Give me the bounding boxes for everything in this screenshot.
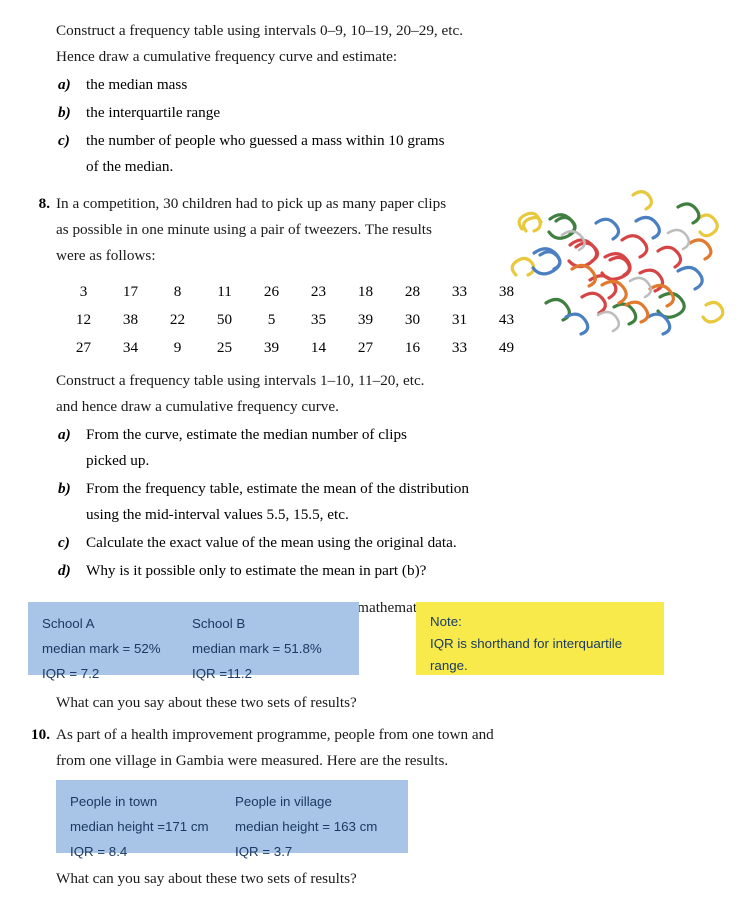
cell-r2c6: 35 — [310, 311, 327, 328]
school-a-title: School A — [42, 616, 95, 631]
q8-subpart-b — [56, 476, 548, 528]
q7-line-1: Construct a frequency table using intervals 0–9, 10–19, 20–29, etc. — [56, 22, 464, 39]
cell-r1c5: 26 — [263, 283, 280, 300]
q9-closing-question: What can you say about these two sets of results? — [56, 694, 357, 711]
cell-r3c6: 14 — [310, 339, 327, 356]
q7-subpart-b-text: the interquartile range — [86, 104, 221, 121]
school-b-iqr: IQR =11.2 — [192, 666, 252, 681]
school-a-iqr: IQR = 7.2 — [42, 666, 100, 681]
q8-line-4: Construct a frequency table using intervals 1–10, 11–20, etc. — [56, 372, 425, 389]
people-results-box — [56, 780, 408, 859]
q8-subpart-a-text: From the curve, estimate the median number of clips — [86, 426, 407, 443]
page-content — [28, 18, 548, 647]
q7-subpart-a-text: the median mass — [86, 76, 188, 93]
cell-r2c1: 12 — [75, 311, 92, 328]
cell-r1c4: 11 — [217, 283, 232, 300]
q7-subpart-a — [56, 72, 548, 98]
people-town-median: median height =171 cm — [70, 819, 209, 834]
cell-r2c4: 50 — [216, 311, 233, 328]
question-8 — [28, 191, 548, 584]
q8-subpart-d-label: d) — [58, 562, 71, 579]
cell-r2c3: 22 — [169, 311, 186, 328]
people-box-row-3 — [70, 839, 394, 864]
q8-data-table — [60, 278, 530, 362]
cell-r2c9: 31 — [451, 311, 468, 328]
q7-subparts — [56, 72, 548, 180]
cell-r1c2: 17 — [122, 283, 139, 300]
cell-r2c10: 43 — [498, 311, 515, 328]
q8-line-3: were as follows: — [56, 247, 156, 264]
school-box-row-3 — [42, 661, 345, 686]
cell-r1c10: 38 — [498, 283, 515, 300]
q10-closing-question: What can you say about these two sets of results? — [56, 870, 357, 887]
q7-subpart-b — [56, 100, 548, 126]
q8-subpart-b-cont: using the mid-interval values 5.5, 15.5, etc. — [86, 506, 349, 523]
q8-subpart-c-text: Calculate the exact value of the mean using the original data. — [86, 534, 457, 551]
people-town-iqr: IQR = 8.4 — [70, 844, 128, 859]
cell-r2c8: 30 — [404, 311, 421, 328]
q8-subpart-c-label: c) — [58, 534, 70, 551]
q8-subpart-a-cont: picked up. — [86, 452, 150, 469]
q10-line-2: from one village in Gambia were measured. Here are the results. — [56, 752, 449, 769]
q8-subpart-d-text: Why is it possible only to estimate the mean in part (b)? — [86, 562, 427, 579]
note-box — [416, 602, 664, 675]
school-box-row-2 — [42, 636, 345, 661]
cell-r2c5: 5 — [267, 311, 276, 328]
cell-r3c10: 49 — [498, 339, 515, 356]
q8-line-5: and hence draw a cumulative frequency curve. — [56, 398, 339, 415]
cell-r2c2: 38 — [122, 311, 139, 328]
q7-subpart-c — [56, 128, 548, 180]
q8-subpart-a-label: a) — [58, 426, 71, 443]
question-7-continued — [56, 18, 548, 180]
cell-r3c9: 33 — [451, 339, 468, 356]
school-a-median: median mark = 52% — [42, 641, 161, 656]
people-village-median: median height = 163 cm — [235, 819, 378, 834]
people-box-row-2 — [70, 814, 394, 839]
q8-subpart-c — [56, 530, 548, 556]
question-8-body — [56, 191, 548, 584]
cell-r1c8: 28 — [404, 283, 421, 300]
cell-r3c4: 25 — [216, 339, 233, 356]
table-row — [60, 306, 530, 334]
cell-r1c9: 33 — [451, 283, 468, 300]
cell-r3c2: 34 — [122, 339, 139, 356]
cell-r1c3: 8 — [173, 283, 182, 300]
cell-r3c3: 9 — [173, 339, 182, 356]
note-box-title: Note: — [430, 614, 462, 629]
q7-subpart-a-label: a) — [58, 76, 71, 93]
q8-subpart-d — [56, 558, 548, 584]
people-village-iqr: IQR = 3.7 — [235, 844, 293, 859]
note-box-line-2: range. — [430, 658, 468, 673]
cell-r1c1: 3 — [79, 283, 88, 300]
q7-subpart-b-label: b) — [58, 104, 71, 121]
cell-r2c7: 39 — [357, 311, 374, 328]
table-row — [60, 278, 530, 306]
people-town-title: People in town — [70, 794, 158, 809]
q7-subpart-c-label: c) — [58, 132, 70, 149]
q8-subpart-a — [56, 422, 548, 474]
people-box-row-1 — [70, 789, 394, 814]
q10-line-1: As part of a health improvement programme, people from one town and — [56, 726, 494, 743]
question-10-number: 10. — [31, 726, 50, 743]
q8-subpart-b-label: b) — [58, 480, 71, 497]
question-10-body — [56, 722, 588, 774]
q7-subpart-c-text: the number of people who guessed a mass within 10 grams — [86, 132, 445, 149]
school-b-title: School B — [192, 616, 246, 631]
q8-line-1: In a competition, 30 children had to pick up as many paper clips — [56, 195, 447, 212]
cell-r3c5: 39 — [263, 339, 280, 356]
q9-line-1: mathematics — [357, 599, 434, 616]
cell-r1c6: 23 — [310, 283, 327, 300]
q7-line-2: Hence draw a cumulative frequency curve and estimate: — [56, 48, 398, 65]
cell-r1c7: 18 — [357, 283, 374, 300]
people-village-title: People in village — [235, 794, 332, 809]
question-8-number: 8. — [38, 195, 50, 212]
school-results-box — [28, 602, 359, 681]
cell-r3c1: 27 — [75, 339, 92, 356]
q8-subpart-b-text: From the frequency table, estimate the mean of the distribution — [86, 480, 469, 497]
question-10 — [28, 722, 588, 774]
school-b-median: median mark = 51.8% — [192, 641, 322, 656]
school-box-row-1 — [42, 611, 345, 636]
cell-r3c8: 16 — [404, 339, 421, 356]
q7-subpart-c-cont: of the median. — [86, 158, 174, 175]
note-box-line-1: IQR is shorthand for interquartile — [430, 636, 623, 651]
cell-r3c7: 27 — [357, 339, 374, 356]
table-row — [60, 334, 530, 362]
q8-line-2: as possible in one minute using a pair of tweezers. The results — [56, 221, 432, 238]
q8-subparts — [56, 422, 548, 584]
